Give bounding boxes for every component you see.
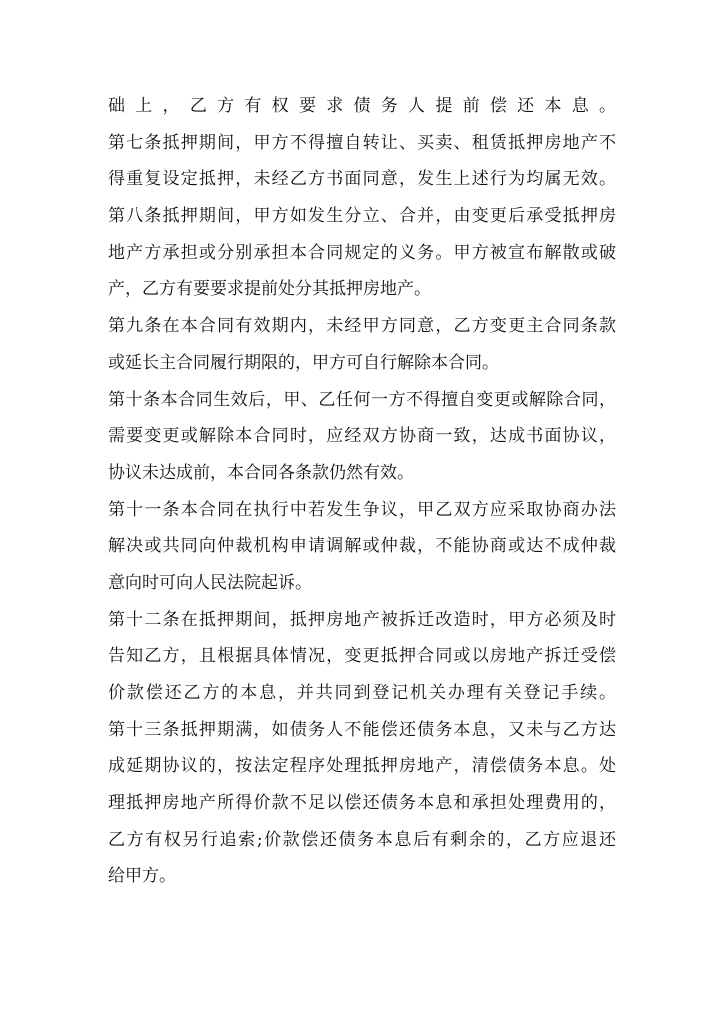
text-line: 理抵押房地产所得价款不足以偿还债务本息和承担处理费用的，: [108, 793, 616, 814]
text-line: 给甲方。: [108, 866, 176, 887]
document-body: [108, 88, 616, 895]
text-line: 第七条抵押期间，甲方不得擅自转让、买卖、租赁抵押房地产不: [108, 132, 616, 153]
text-line: 第十条本合同生效后，甲、乙任何一方不得擅自变更或解除合同，: [108, 389, 616, 410]
text-line: 第十三条抵押期满，如债务人不能偿还债务本息，又未与乙方达: [108, 719, 616, 740]
text-line: 得重复设定抵押，未经乙方书面同意，发生上述行为均属无效。: [108, 169, 616, 190]
text-line: 需要变更或解除本合同时，应经双方协商一致，达成书面协议，: [108, 426, 616, 447]
text-line: 地产方承担或分别承担本合同规定的义务。甲方被宣布解散或破: [108, 242, 616, 263]
text-line: 解决或共同向仲裁机构申请调解或仲裁，不能协商或达不成仲裁: [108, 536, 616, 557]
text-line: 告知乙方，且根据具体情况，变更抵押合同或以房地产拆迁受偿: [108, 646, 616, 667]
text-line: 或延长主合同履行期限的，甲方可自行解除本合同。: [108, 352, 499, 373]
text-line: 第十二条在抵押期间，抵押房地产被拆迁改造时，甲方必须及时: [108, 609, 616, 630]
text-line: 协议未达成前，本合同各条款仍然有效。: [108, 462, 414, 483]
text-line: 价款偿还乙方的本息，并共同到登记机关办理有关登记手续。: [108, 683, 616, 703]
text-line: 成延期协议的，按法定程序处理抵押房地产，清偿债务本息。处: [108, 756, 616, 777]
text-line: 础上，乙方有权要求债务人提前偿还本息。: [108, 96, 616, 116]
text-line: 第八条抵押期间，甲方如发生分立、合并，由变更后承受抵押房: [108, 206, 616, 227]
text-line: 意向时可向人民法院起诉。: [108, 572, 312, 593]
text-line: 第十一条本合同在执行中若发生争议，甲乙双方应采取协商办法: [108, 499, 616, 520]
text-line: 产，乙方有要要求提前处分其抵押房地产。: [108, 279, 431, 300]
text-line: 乙方有权另行追索;价款偿还债务本息后有剩余的，乙方应退还: [108, 829, 616, 850]
text-line: 第九条在本合同有效期内，未经甲方同意，乙方变更主合同条款: [108, 316, 616, 337]
